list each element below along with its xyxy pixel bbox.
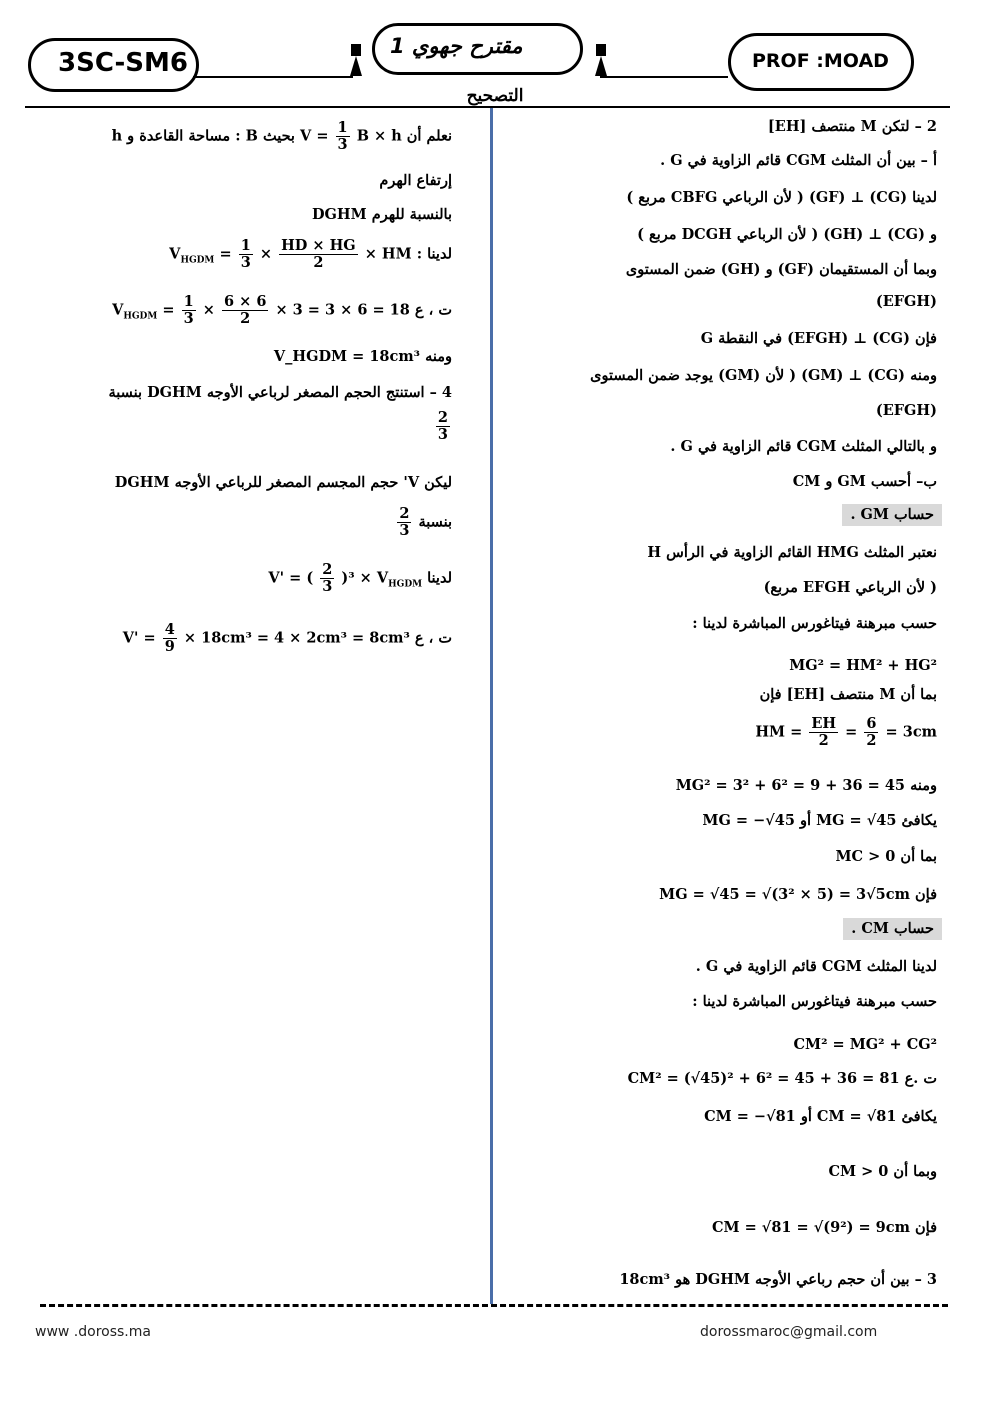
section-heading-gm: حساب GM . (842, 504, 942, 526)
line: ( لأن الرباعي EFGH مربع) (763, 579, 937, 596)
header-rule-left (193, 76, 353, 78)
formula-hm: HM = $\frac{EH}{2}$ = $\frac{6}{2}$ = 3cm (755, 715, 937, 749)
header-rule-right (600, 76, 728, 78)
formula: يكافئ CM = √81 أو CM = −√81 (704, 1108, 937, 1125)
formula: فإن CM = √81 = √(9²) = 9cm (711, 1219, 937, 1236)
line: و (CG) ⊥ (GH) ( لأن الرباعي DCGH مربع ) (637, 226, 937, 243)
line: نعتبر المثلث HMG القائم الزاوية في الرأس H (647, 544, 937, 561)
line: حسب مبرهنة فيتاغورس المباشرة لدينا : (692, 993, 937, 1010)
formula: ومنه MG² = 3² + 6² = 9 + 36 = 45 (675, 777, 937, 794)
line: حسب مبرهنة فيتاغورس المباشرة لدينا : (692, 615, 937, 632)
volume-formula: نعلم أن V = $\frac{1}{3}$ B × h بحيث B : مساحة القاعدة و h (111, 119, 452, 153)
exam-code: 3SC-SM6 (58, 48, 188, 78)
line: (EFGH) (875, 402, 937, 419)
section-heading-cm: حساب CM . (843, 918, 942, 940)
line: فإن (CG) ⊥ (EFGH) في النقطة G (700, 330, 937, 347)
ornament-right-knob (596, 44, 606, 56)
formula-reduced-result: ت ، ع V' = $\frac{4}{9}$ × 18cm³ = 4 × 2cm³ = 8cm³ (122, 621, 452, 655)
line: بما أن M منتصف [EH] فإن (759, 686, 937, 703)
ornament-left-knob (351, 44, 361, 56)
footer-divider (40, 1304, 948, 1307)
ratio-fraction: $\frac{2}{3}$ (437, 409, 448, 443)
line: لدينا (CG) ⊥ (GF) ( لأن الرباعي CBFG مربع ) (626, 189, 937, 206)
formula-reduced-volume: لدينا V' = ( $\frac{2}{3}$ )$^3 \times V_{HGDM}$ (268, 561, 452, 595)
page-subtitle: التصحيح (466, 86, 524, 106)
column-divider (490, 108, 493, 1304)
left-column (30, 112, 452, 1302)
line-q2: 2 – لتكن M منتصف [EH] (767, 118, 937, 135)
author-name: PROF :MOAD (752, 50, 889, 72)
line: ومنه (CG) ⊥ (GM) ( لأن (GM) يوجد ضمن المستوى (590, 367, 937, 384)
formula: MG² = HM² + HG² (789, 657, 937, 674)
formula: وبما أن CM > 0 (828, 1163, 937, 1180)
formula: يكافئ MG = √45 أو MG = −√45 (702, 812, 937, 829)
ornament-left (350, 56, 362, 76)
line: ليكن V' حجم المجسم المصغر للرباعي الأوجه DGHM (114, 474, 452, 491)
formula-volume-setup: لدينا : $V_{HGDM}$ = $\frac{1}{3}$ × $\frac{HD \times HG}{2}$ × HM (169, 237, 452, 271)
line: بالنسبة للهرم DGHM (311, 206, 452, 223)
line-q4: 4 – استنتج الحجم المصغر لرباعي الأوجه DGHM بنسبة (108, 384, 452, 401)
formula: بما أن MC > 0 (835, 848, 937, 865)
formula: ت .ع CM² = (√45)² + 6² = 45 + 36 = 81 (627, 1070, 937, 1087)
formula: فإن MG = √45 = √(3² × 5) = 3√5cm (659, 886, 937, 903)
footer-email[interactable]: dorossmaroc@gmail.com (700, 1324, 878, 1340)
ratio-line: بنسبة $\frac{2}{3}$ (399, 505, 452, 539)
line: (EFGH) (875, 293, 937, 310)
line: إرتفاع الهرم (379, 172, 452, 189)
ornament-right (595, 56, 607, 76)
line-q2b: ب– أحسب GM و CM (792, 473, 937, 490)
exam-title: مقترح جهوي 1 (390, 34, 523, 58)
line: و بالتالي المثلث CGM قائم الزاوية في G . (670, 438, 937, 455)
subtitle-rule (25, 106, 950, 108)
footer-website[interactable]: www .doross.ma (35, 1324, 151, 1340)
line: وبما أن المستقيمان (GF) و (GH) ضمن المستوى (625, 261, 937, 278)
line-q3: 3 – بين أن حجم رباعي الأوجه DGHM هو 18cm³ (619, 1271, 937, 1288)
line-q2a: أ – بين أن المثلث CGM قائم الزاوية في G . (660, 152, 937, 169)
formula: ومنه V_HGDM = 18cm³ (273, 348, 452, 365)
formula-volume-calc: ت ، ع $V_{HGDM}$ = $\frac{1}{3}$ × $\frac{6 \times 6}{2}$ × 3 = 3 × 6 = 18 (112, 293, 452, 327)
right-column (505, 112, 937, 1302)
formula: CM² = MG² + CG² (793, 1036, 937, 1053)
line: لدينا المثلث CGM قائم الزاوية في G . (695, 958, 937, 975)
